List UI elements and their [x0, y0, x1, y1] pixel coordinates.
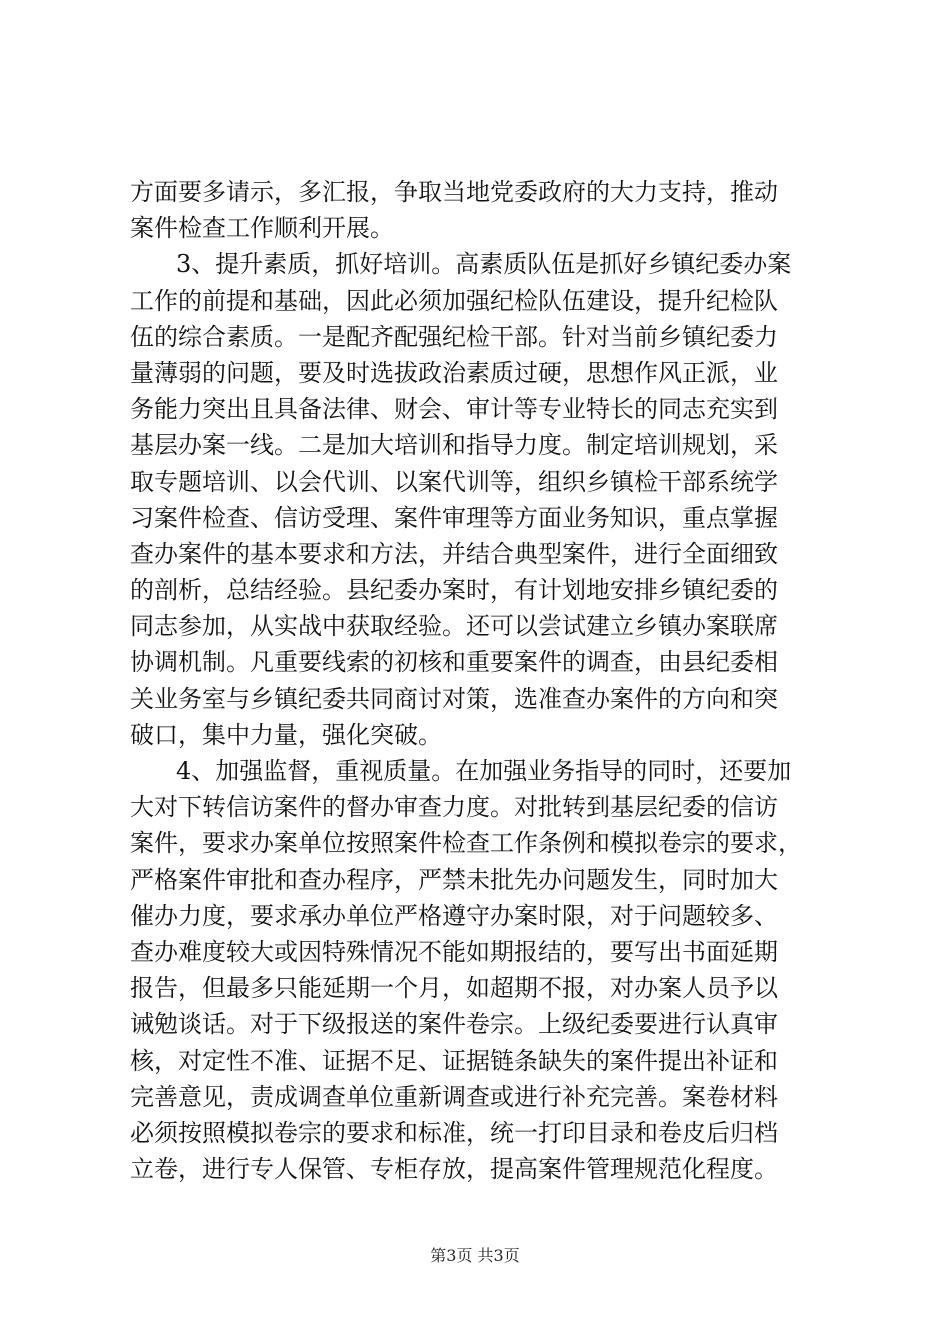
- text-line: 破口，集中力量，强化突破。: [130, 720, 442, 749]
- text-line: 工作的前提和基础，因此必须加强纪检队伍建设，提升纪检队: [130, 286, 778, 315]
- text-line: 务能力突出且具备法律、财会、审计等专业特长的同志充实到: [130, 395, 778, 424]
- text-line: 诫勉谈话。对于下级报送的案件卷宗。上级纪委要进行认真审: [130, 1010, 778, 1039]
- text-line: 完善意见，责成调查单位重新调查或进行补充完善。案卷材料: [130, 1082, 778, 1111]
- text-line: 催办力度，要求承办单位严格遵守办案时限，对于问题较多、: [130, 901, 778, 930]
- text-line: 核，对定性不准、证据不足、证据链条缺失的案件提出补证和: [130, 1046, 778, 1075]
- text-line: 报告，但最多只能延期一个月，如超期不报，对办案人员予以: [130, 974, 778, 1003]
- text-line: 4、加强监督，重视质量。在加强业务指导的同时，还要加: [176, 757, 792, 785]
- text-line: 必须按照模拟卷宗的要求和标准，统一打印目录和卷皮后归档: [130, 1118, 778, 1147]
- text-line: 立卷，进行专人保管、专柜存放，提高案件管理规范化程度。: [130, 1155, 778, 1184]
- text-line: 方面要多请示，多汇报，争取当地党委政府的大力支持，推动: [130, 178, 778, 206]
- text-line: 量薄弱的问题，要及时选拔政治素质过硬，思想作风正派，业: [130, 358, 778, 387]
- text-line: 严格案件审批和查办程序，严禁未批先办问题发生，同时加大: [130, 865, 778, 894]
- text-line: 查办难度较大或因特殊情况不能如期报结的，要写出书面延期: [130, 937, 778, 966]
- text-line: 大对下转信访案件的督办审查力度。对批转到基层纪委的信访: [130, 793, 778, 822]
- text-line: 习案件检查、信访受理、案件审理等方面业务知识，重点掌握: [130, 503, 778, 532]
- page-footer: 第3页 共3页: [430, 1246, 520, 1265]
- text-line: 案件检查工作顺利开展。: [130, 214, 394, 243]
- text-line: 案件，要求办案单位按照案件检查工作条例和模拟卷宗的要求，: [130, 829, 802, 858]
- text-line: 同志参加，从实战中获取经验。还可以尝试建立乡镇办案联席: [130, 612, 778, 641]
- text-line: 取专题培训、以会代训、以案代训等，组织乡镇检干部系统学: [130, 467, 778, 496]
- text-line: 协调机制。凡重要线索的初核和重要案件的调查，由县纪委相: [130, 648, 778, 677]
- text-line: 3、提升素质，抓好培训。高素质队伍是抓好乡镇纪委办案: [176, 250, 792, 279]
- document-body: [130, 174, 830, 1187]
- text-line: 查办案件的基本要求和方法，并结合典型案件，进行全面细致: [130, 539, 778, 568]
- text-line: 关业务室与乡镇纪委共同商讨对策，选准查办案件的方向和突: [130, 684, 778, 713]
- text-line: 基层办案一线。二是加大培训和指导力度。制定培训规划，采: [130, 431, 778, 460]
- text-line: 伍的综合素质。一是配齐配强纪检干部。针对当前乡镇纪委力: [130, 322, 778, 351]
- text-line: 的剖析，总结经验。县纪委办案时，有计划地安排乡镇纪委的: [130, 576, 778, 605]
